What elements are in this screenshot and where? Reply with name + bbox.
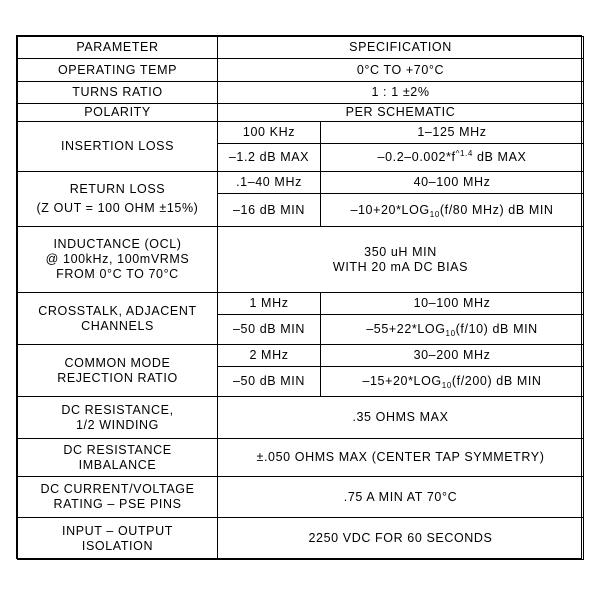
return-loss-freq-low: .1–40 MHz: [218, 172, 321, 194]
isolation-label-line1: INPUT – OUTPUT: [62, 523, 173, 538]
dc-imbalance-label-line1: DC RESISTANCE: [63, 442, 172, 457]
row-crosstalk-freq: [18, 293, 584, 315]
return-loss-val-high: [321, 194, 584, 227]
insertion-loss-formula-exponent: ^1.4: [455, 149, 473, 158]
common-mode-freq-high: 30–200 MHz: [321, 345, 584, 367]
row-isolation: [18, 518, 584, 560]
crosstalk-val-low: –50 dB MIN: [218, 315, 321, 345]
row-inductance: [18, 227, 584, 293]
insertion-loss-freq-low: 100 KHz: [218, 122, 321, 144]
inductance-label-line2: @ 100kHz, 100mVRMS: [45, 252, 190, 266]
row-operating-temp: [18, 59, 584, 82]
header-specification: SPECIFICATION: [218, 37, 584, 59]
insertion-loss-formula-main: –0.2–0.002*f: [377, 150, 456, 164]
crosstalk-freq-low: 1 MHz: [218, 293, 321, 315]
row-insertion-loss-freq: [18, 122, 584, 144]
crosstalk-formula-subscript: 10: [445, 329, 456, 338]
inductance-label: [18, 227, 218, 293]
insertion-loss-val-low: –1.2 dB MAX: [218, 144, 321, 172]
isolation-value: 2250 VDC FOR 60 SECONDS: [218, 518, 584, 560]
dc-imbalance-value: ±.050 OHMS MAX (CENTER TAP SYMMETRY): [218, 439, 584, 477]
common-mode-label-line1: COMMON MODE: [64, 355, 171, 370]
inductance-label-line3: FROM 0°C TO 70°C: [56, 267, 179, 281]
dc-resistance-label: [18, 397, 218, 439]
return-loss-label-line1: RETURN LOSS: [69, 182, 166, 196]
common-mode-label-line2: REJECTION RATIO: [57, 370, 178, 385]
operating-temp-label: OPERATING TEMP: [18, 59, 218, 82]
dc-resistance-label-line2: 1/2 WINDING: [76, 417, 159, 432]
common-mode-val-low: –50 dB MIN: [218, 367, 321, 397]
specification-table: [17, 36, 584, 560]
crosstalk-formula-main: –55+22*LOG: [366, 322, 446, 336]
dc-current-value: .75 A MIN AT 70°C: [218, 477, 584, 518]
inductance-value: [218, 227, 584, 293]
crosstalk-label-line1: CROSSTALK, ADJACENT: [38, 303, 197, 318]
return-loss-freq-high: 40–100 MHz: [321, 172, 584, 194]
dc-imbalance-label-line2: IMBALANCE: [78, 457, 157, 472]
operating-temp-value: 0°C TO +70°C: [218, 59, 584, 82]
spec-table-frame: [16, 35, 582, 559]
polarity-label: POLARITY: [18, 104, 218, 122]
row-return-loss-freq: [18, 172, 584, 194]
inductance-value-line1: 350 uH MIN: [364, 244, 437, 259]
insertion-loss-formula-unit: dB MAX: [472, 150, 527, 164]
inductance-value-line2: WITH 20 mA DC BIAS: [332, 259, 469, 274]
crosstalk-label: [18, 293, 218, 345]
dc-resistance-value: .35 OHMS MAX: [218, 397, 584, 439]
crosstalk-label-line2: CHANNELS: [81, 318, 154, 333]
return-loss-label-line2: (Z OUT = 100 OHM ±15%): [36, 201, 199, 215]
common-mode-formula-tail: (f/200) dB MIN: [451, 374, 542, 388]
isolation-label: [18, 518, 218, 560]
dc-current-label-line1: DC CURRENT/VOLTAGE: [40, 482, 195, 496]
return-loss-val-low: –16 dB MIN: [218, 194, 321, 227]
return-loss-formula-main: –10+20*LOG: [350, 202, 430, 217]
turns-ratio-value: 1 : 1 ±2%: [218, 82, 584, 104]
row-turns-ratio: [18, 82, 584, 104]
common-mode-formula-main: –15+20*LOG: [362, 374, 442, 388]
return-loss-formula-tail: (f/80 MHz) dB MIN: [439, 202, 554, 217]
turns-ratio-label: TURNS RATIO: [18, 82, 218, 104]
crosstalk-formula-tail: (f/10) dB MIN: [455, 322, 538, 336]
return-loss-formula-subscript: 10: [429, 209, 440, 219]
crosstalk-freq-high: 10–100 MHz: [321, 293, 584, 315]
dc-imbalance-label: [18, 439, 218, 477]
row-polarity: [18, 104, 584, 122]
dc-resistance-label-line1: DC RESISTANCE,: [61, 402, 174, 417]
insertion-loss-label: INSERTION LOSS: [18, 122, 218, 172]
header-parameter: PARAMETER: [18, 37, 218, 59]
insertion-loss-freq-high: 1–125 MHz: [321, 122, 584, 144]
table-header-row: [18, 37, 584, 59]
insertion-loss-val-high: [321, 144, 584, 172]
inductance-label-line1: INDUCTANCE (OCL): [53, 237, 182, 251]
row-dc-resistance: [18, 397, 584, 439]
polarity-value: PER SCHEMATIC: [218, 104, 584, 122]
common-mode-formula-subscript: 10: [441, 381, 452, 390]
return-loss-label: [18, 172, 218, 227]
isolation-label-line2: ISOLATION: [81, 538, 154, 553]
common-mode-label: [18, 345, 218, 397]
row-dc-current: [18, 477, 584, 518]
crosstalk-val-high: [321, 315, 584, 345]
row-common-mode-freq: [18, 345, 584, 367]
dc-current-label: [18, 477, 218, 518]
common-mode-freq-low: 2 MHz: [218, 345, 321, 367]
dc-current-label-line2: RATING – PSE PINS: [53, 497, 182, 511]
row-dc-imbalance: [18, 439, 584, 477]
common-mode-val-high: [321, 367, 584, 397]
